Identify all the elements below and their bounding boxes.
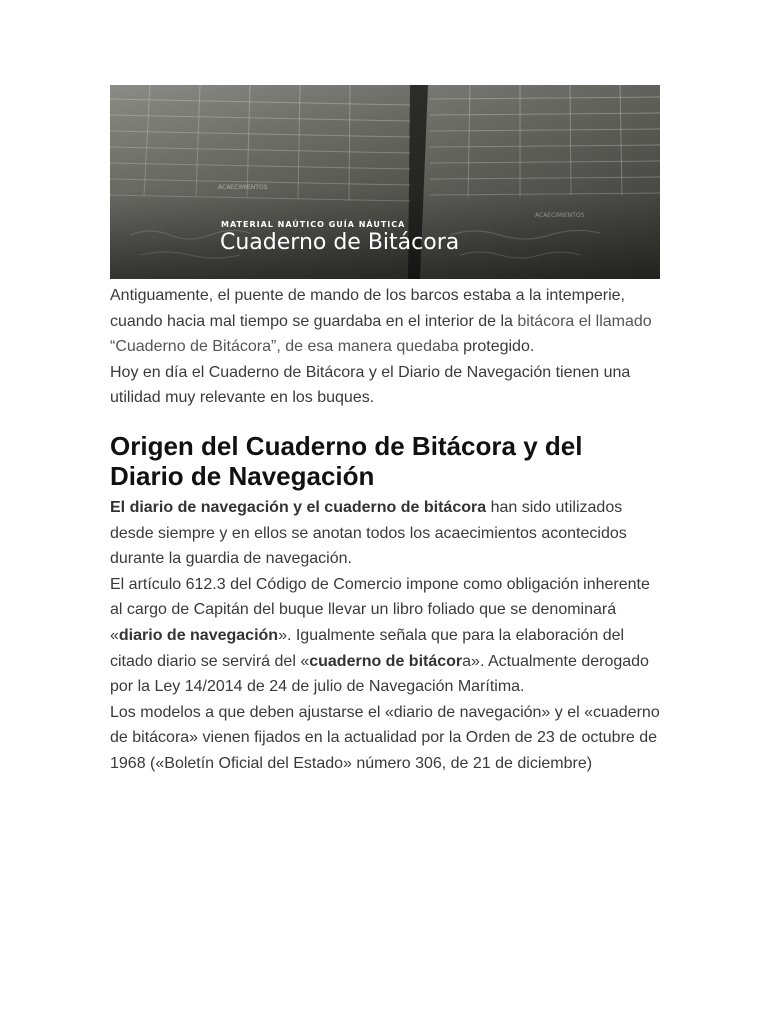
intro-paragraph-1 — [110, 283, 662, 360]
intro-text-1c: protegido. — [463, 338, 535, 356]
section-text-1: han sido utilizados desde siempre y en ellos se anotan todos los acaecimientos acontecidos durante la guardia de navegación. — [110, 498, 627, 568]
intro-paragraph-2: Hoy en día el Cuaderno de Bitácora y el Diario de Navegación tienen una utilidad muy relevante en los buques. — [110, 363, 631, 407]
section-paragraph-1 — [110, 495, 662, 572]
section-text-2d: a». Actualmente derogado por la Ley 14/2014 de 24 de julio de Navegación Marítima. — [110, 652, 649, 696]
section-text-2a: El artículo 612.3 del Código de Comercio impone como obligación inherente al cargo de Capitán del buque llevar un libro foliado que se denominará « — [110, 575, 650, 644]
section-text-2c: ». Igualmente señala que para la elaboración del citado diario se servirá del « — [110, 626, 625, 670]
section-paragraph-2 — [110, 572, 662, 700]
section-paragraph-3: Los modelos a que deben ajustarse el «diario de navegación» y el «cuaderno de bitácora» vienen fijados en la actualidad por la Orden de 23 de octubre de 1968 («Boletín Oficial del Estado» número 306, de 21 de diciembre) — [110, 703, 660, 772]
intro — [110, 283, 662, 411]
intro-text-1b: bitácora el llamado “Cuaderno de Bitácora”, de esa manera quedaba — [110, 312, 652, 356]
hero-kicker: MATERIAL NAÚTICO GUÍA NÁUTICA — [221, 220, 406, 229]
section-heading: Origen del Cuaderno de Bitácora y del Diario de Navegación — [110, 430, 583, 491]
hero-title: Cuaderno de Bitácora — [220, 230, 460, 255]
intro-text-1a: Antiguamente, el puente de mando de los barcos estaba a la intemperie, cuando hacia mal tiempo se guardaba en el interior de la — [110, 287, 625, 330]
article — [110, 85, 662, 777]
bold-phrase-3: cuaderno de bitácor — [309, 652, 463, 670]
bold-phrase-1: El diario de navegación y el cuaderno de bitácora — [110, 498, 487, 516]
hero-image — [110, 85, 660, 279]
bold-phrase-2: diario de navegación — [118, 626, 279, 644]
